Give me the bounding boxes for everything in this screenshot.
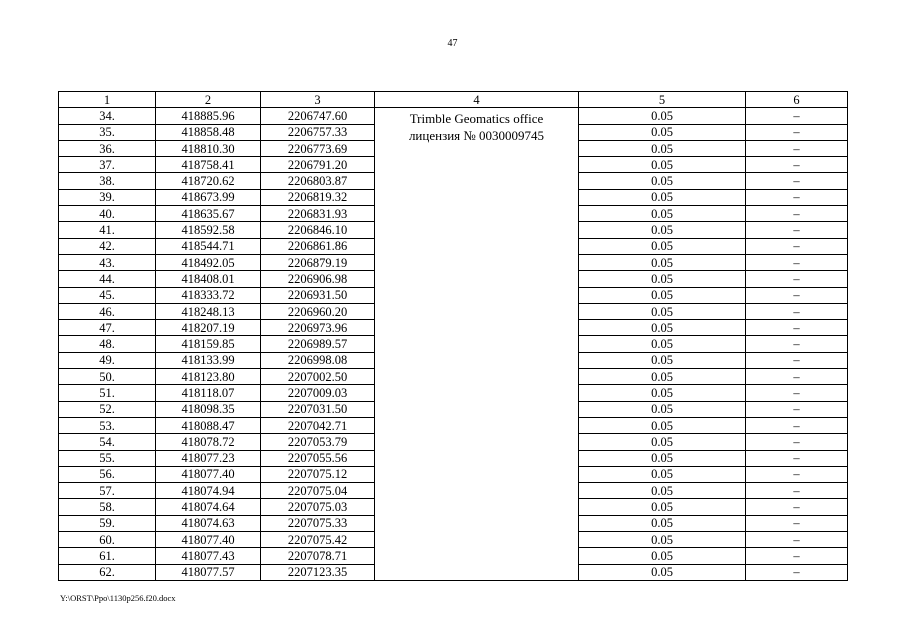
y-coordinate-cell: 2206846.10 (261, 222, 375, 238)
note-cell: – (746, 238, 848, 254)
header-cell-2: 2 (156, 92, 261, 108)
coordinates-table (58, 91, 848, 581)
x-coordinate-cell: 418207.19 (156, 320, 261, 336)
point-number-cell: 40. (59, 206, 156, 222)
y-coordinate-cell: 2206960.20 (261, 303, 375, 319)
accuracy-cell: 0.05 (579, 222, 746, 238)
point-number-cell: 54. (59, 434, 156, 450)
y-coordinate-cell: 2207075.12 (261, 466, 375, 482)
y-coordinate-cell: 2206861.86 (261, 238, 375, 254)
point-number-cell: 51. (59, 385, 156, 401)
note-cell: – (746, 287, 848, 303)
y-coordinate-cell: 2207031.50 (261, 401, 375, 417)
accuracy-cell: 0.05 (579, 254, 746, 270)
point-number-cell: 55. (59, 450, 156, 466)
y-coordinate-cell: 2206989.57 (261, 336, 375, 352)
y-coordinate-cell: 2207078.71 (261, 548, 375, 564)
accuracy-cell: 0.05 (579, 238, 746, 254)
x-coordinate-cell: 418635.67 (156, 206, 261, 222)
point-number-cell: 52. (59, 401, 156, 417)
header-cell-4: 4 (375, 92, 579, 108)
x-coordinate-cell: 418074.63 (156, 515, 261, 531)
note-cell: – (746, 483, 848, 499)
note-cell: – (746, 532, 848, 548)
y-coordinate-cell: 2206757.33 (261, 124, 375, 140)
point-number-cell: 45. (59, 287, 156, 303)
point-number-cell: 36. (59, 140, 156, 156)
note-cell: – (746, 515, 848, 531)
table-header-row (59, 92, 848, 108)
accuracy-cell: 0.05 (579, 385, 746, 401)
y-coordinate-cell: 2207009.03 (261, 385, 375, 401)
point-number-cell: 47. (59, 320, 156, 336)
y-coordinate-cell: 2206831.93 (261, 206, 375, 222)
accuracy-cell: 0.05 (579, 303, 746, 319)
x-coordinate-cell: 418720.62 (156, 173, 261, 189)
note-cell: – (746, 434, 848, 450)
accuracy-cell: 0.05 (579, 369, 746, 385)
y-coordinate-cell: 2206791.20 (261, 157, 375, 173)
accuracy-cell: 0.05 (579, 483, 746, 499)
y-coordinate-cell: 2207075.42 (261, 532, 375, 548)
accuracy-cell: 0.05 (579, 287, 746, 303)
x-coordinate-cell: 418492.05 (156, 254, 261, 270)
y-coordinate-cell: 2207075.03 (261, 499, 375, 515)
y-coordinate-cell: 2206803.87 (261, 173, 375, 189)
x-coordinate-cell: 418885.96 (156, 108, 261, 124)
y-coordinate-cell: 2206973.96 (261, 320, 375, 336)
accuracy-cell: 0.05 (579, 173, 746, 189)
header-cell-5: 5 (579, 92, 746, 108)
y-coordinate-cell: 2206773.69 (261, 140, 375, 156)
note-cell: – (746, 189, 848, 205)
note-cell: – (746, 548, 848, 564)
point-number-cell: 48. (59, 336, 156, 352)
header-cell-6: 6 (746, 92, 848, 108)
note-cell: – (746, 173, 848, 189)
point-number-cell: 37. (59, 157, 156, 173)
accuracy-cell: 0.05 (579, 206, 746, 222)
x-coordinate-cell: 418408.01 (156, 271, 261, 287)
point-number-cell: 58. (59, 499, 156, 515)
point-number-cell: 41. (59, 222, 156, 238)
y-coordinate-cell: 2206906.98 (261, 271, 375, 287)
accuracy-cell: 0.05 (579, 157, 746, 173)
note-cell: – (746, 466, 848, 482)
x-coordinate-cell: 418077.40 (156, 532, 261, 548)
accuracy-cell: 0.05 (579, 434, 746, 450)
accuracy-cell: 0.05 (579, 108, 746, 124)
accuracy-cell: 0.05 (579, 189, 746, 205)
accuracy-cell: 0.05 (579, 401, 746, 417)
header-cell-3: 3 (261, 92, 375, 108)
x-coordinate-cell: 418077.43 (156, 548, 261, 564)
header-cell-1: 1 (59, 92, 156, 108)
note-cell: – (746, 417, 848, 433)
accuracy-cell: 0.05 (579, 564, 746, 580)
note-cell: – (746, 254, 848, 270)
point-number-cell: 59. (59, 515, 156, 531)
y-coordinate-cell: 2207123.35 (261, 564, 375, 580)
accuracy-cell: 0.05 (579, 336, 746, 352)
table-row (59, 108, 848, 124)
software-cell (375, 108, 579, 581)
x-coordinate-cell: 418133.99 (156, 352, 261, 368)
note-cell: – (746, 157, 848, 173)
note-cell: – (746, 336, 848, 352)
y-coordinate-cell: 2206879.19 (261, 254, 375, 270)
note-cell: – (746, 352, 848, 368)
y-coordinate-cell: 2206998.08 (261, 352, 375, 368)
accuracy-cell: 0.05 (579, 417, 746, 433)
x-coordinate-cell: 418088.47 (156, 417, 261, 433)
x-coordinate-cell: 418077.40 (156, 466, 261, 482)
note-cell: – (746, 499, 848, 515)
x-coordinate-cell: 418858.48 (156, 124, 261, 140)
x-coordinate-cell: 418098.35 (156, 401, 261, 417)
point-number-cell: 56. (59, 466, 156, 482)
y-coordinate-cell: 2206931.50 (261, 287, 375, 303)
note-cell: – (746, 320, 848, 336)
accuracy-cell: 0.05 (579, 466, 746, 482)
x-coordinate-cell: 418077.57 (156, 564, 261, 580)
point-number-cell: 38. (59, 173, 156, 189)
table-body (59, 108, 848, 581)
accuracy-cell: 0.05 (579, 352, 746, 368)
point-number-cell: 60. (59, 532, 156, 548)
x-coordinate-cell: 418074.64 (156, 499, 261, 515)
x-coordinate-cell: 418074.94 (156, 483, 261, 499)
y-coordinate-cell: 2206819.32 (261, 189, 375, 205)
note-cell: – (746, 206, 848, 222)
accuracy-cell: 0.05 (579, 548, 746, 564)
point-number-cell: 53. (59, 417, 156, 433)
note-cell: – (746, 124, 848, 140)
point-number-cell: 43. (59, 254, 156, 270)
note-cell: – (746, 450, 848, 466)
software-line: лицензия № 0030009745 (408, 128, 545, 144)
x-coordinate-cell: 418592.58 (156, 222, 261, 238)
y-coordinate-cell: 2207075.33 (261, 515, 375, 531)
x-coordinate-cell: 418333.72 (156, 287, 261, 303)
note-cell: – (746, 271, 848, 287)
note-cell: – (746, 108, 848, 124)
accuracy-cell: 0.05 (579, 532, 746, 548)
y-coordinate-cell: 2207042.71 (261, 417, 375, 433)
point-number-cell: 49. (59, 352, 156, 368)
point-number-cell: 34. (59, 108, 156, 124)
x-coordinate-cell: 418544.71 (156, 238, 261, 254)
accuracy-cell: 0.05 (579, 499, 746, 515)
accuracy-cell: 0.05 (579, 450, 746, 466)
note-cell: – (746, 401, 848, 417)
y-coordinate-cell: 2206747.60 (261, 108, 375, 124)
note-cell: – (746, 222, 848, 238)
point-number-cell: 44. (59, 271, 156, 287)
x-coordinate-cell: 418159.85 (156, 336, 261, 352)
y-coordinate-cell: 2207055.56 (261, 450, 375, 466)
x-coordinate-cell: 418810.30 (156, 140, 261, 156)
file-path-footer: Y:\ORST\Ppo\1130p256.f20.docx (60, 593, 176, 603)
accuracy-cell: 0.05 (579, 515, 746, 531)
accuracy-cell: 0.05 (579, 271, 746, 287)
y-coordinate-cell: 2207002.50 (261, 369, 375, 385)
x-coordinate-cell: 418118.07 (156, 385, 261, 401)
point-number-cell: 42. (59, 238, 156, 254)
point-number-cell: 46. (59, 303, 156, 319)
x-coordinate-cell: 418673.99 (156, 189, 261, 205)
point-number-cell: 50. (59, 369, 156, 385)
x-coordinate-cell: 418248.13 (156, 303, 261, 319)
accuracy-cell: 0.05 (579, 124, 746, 140)
point-number-cell: 39. (59, 189, 156, 205)
software-line: Trimble Geomatics office (409, 111, 544, 127)
y-coordinate-cell: 2207053.79 (261, 434, 375, 450)
point-number-cell: 35. (59, 124, 156, 140)
note-cell: – (746, 369, 848, 385)
note-cell: – (746, 140, 848, 156)
point-number-cell: 57. (59, 483, 156, 499)
note-cell: – (746, 303, 848, 319)
x-coordinate-cell: 418123.80 (156, 369, 261, 385)
x-coordinate-cell: 418078.72 (156, 434, 261, 450)
page-number: 47 (447, 38, 458, 49)
point-number-cell: 62. (59, 564, 156, 580)
accuracy-cell: 0.05 (579, 140, 746, 156)
x-coordinate-cell: 418758.41 (156, 157, 261, 173)
note-cell: – (746, 564, 848, 580)
x-coordinate-cell: 418077.23 (156, 450, 261, 466)
point-number-cell: 61. (59, 548, 156, 564)
accuracy-cell: 0.05 (579, 320, 746, 336)
y-coordinate-cell: 2207075.04 (261, 483, 375, 499)
note-cell: – (746, 385, 848, 401)
